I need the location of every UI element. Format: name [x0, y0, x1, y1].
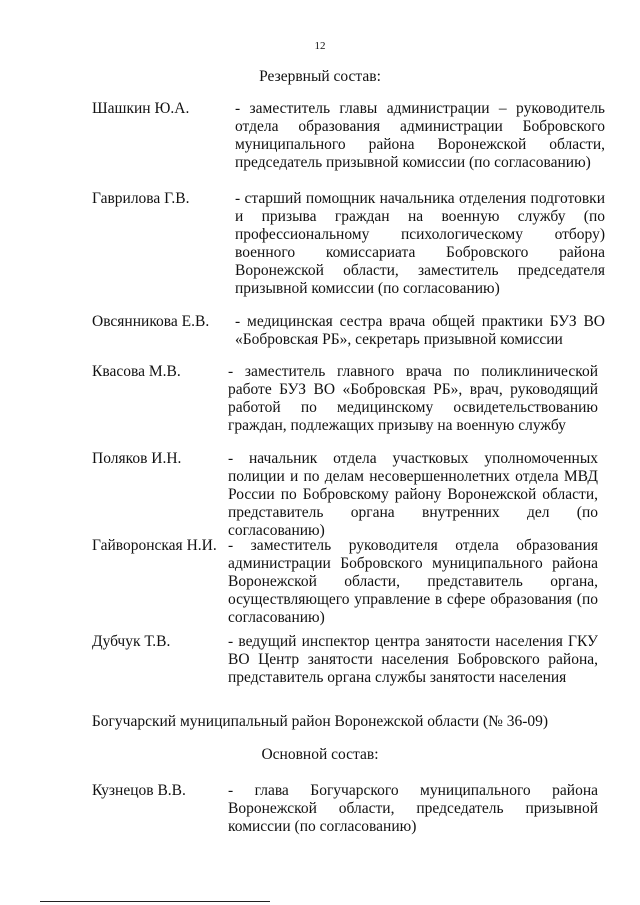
member-description: - ведущий инспектор центра занятости населения ГКУ ВО Центр занятости населения Бобровского района, представитель органа службы занятости населения	[228, 633, 598, 686]
page-number: 12	[314, 40, 326, 52]
member-name: Квасова М.В.	[92, 363, 181, 380]
main-heading: Основной состав:	[261, 746, 379, 763]
member-name: Дубчук Т.В.	[92, 633, 171, 650]
reserve-heading: Резервный состав:	[259, 68, 381, 85]
member-description: - заместитель руководителя отдела образования администрации Бобровского муниципального района Воронежской области, представитель органа, осуществляющего управление в сфере образования (по согласованию)	[228, 537, 598, 626]
member-name: Поляков И.Н.	[92, 450, 182, 467]
member-description: - заместитель главы администрации – руководитель отдела образования администрации Бобровского муниципального района Воронежской области, председатель призывной комиссии (по согласованию)	[235, 100, 605, 171]
member-name: Кузнецов В.В.	[92, 782, 186, 799]
member-description: - старший помощник начальника отделения подготовки и призыва граждан на военную службу (по профессиональному психологическому отбору) военного комиссариата Бобровского района Воронежской области, заместитель председателя призывной комиссии (по согласованию)	[235, 190, 605, 297]
footer-divider	[40, 901, 270, 902]
district-heading: Богучарский муниципальный район Воронежской области (№ 36-09)	[91, 713, 549, 730]
member-name: Гаврилова Г.В.	[92, 190, 190, 207]
member-description: - глава Богучарского муниципального района Воронежской области, председатель призывной комиссии (по согласованию)	[228, 782, 598, 835]
member-name: Овсянникова Е.В.	[92, 313, 210, 330]
member-name: Гайворонская Н.И.	[92, 537, 217, 554]
member-description: - начальник отдела участковых уполномоченных полиции и по делам несовершеннолетних отдела МВД России по Бобровскому району Воронежской области, представитель органа внутренних дел (по согласованию)	[228, 450, 598, 539]
member-name: Шашкин Ю.А.	[92, 100, 190, 117]
member-description: - заместитель главного врача по поликлинической работе БУЗ ВО «Бобровская РБ», врач, руководящий работой по медицинскому освидетельствованию граждан, подлежащих призыву на военную службу	[228, 363, 598, 434]
member-description: - медицинская сестра врача общей практики БУЗ ВО «Бобровская РБ», секретарь призывной комиссии	[235, 313, 605, 348]
